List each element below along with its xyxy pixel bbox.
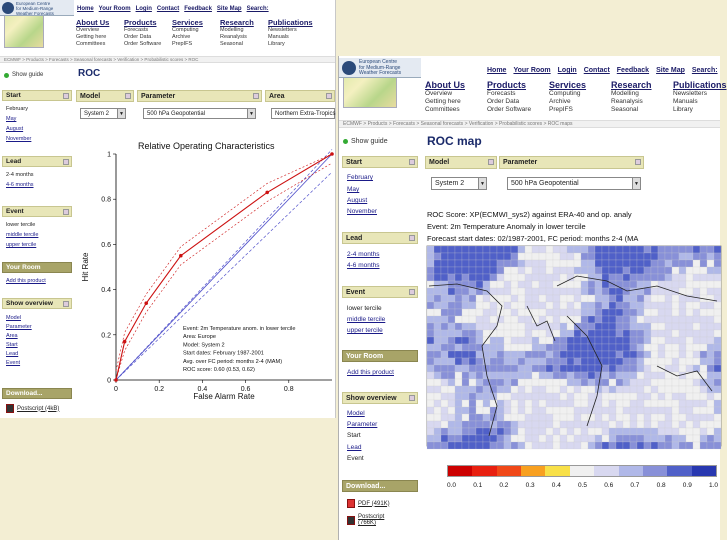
main-menu	[425, 80, 727, 114]
overview-item[interactable]: Start	[347, 432, 361, 439]
start-option[interactable]: August	[6, 126, 24, 132]
start-header	[342, 156, 418, 168]
download-header: Download...	[2, 388, 72, 399]
lead-label: Lead	[346, 235, 363, 242]
file-icon	[347, 516, 355, 525]
menu-item[interactable]: Order Software	[124, 41, 162, 47]
nav-your-room[interactable]: Your Room	[98, 6, 131, 12]
ecmwf-logo[interactable]	[339, 58, 421, 78]
menu-item[interactable]: Archive	[172, 34, 191, 40]
event-option[interactable]: upper tercile	[6, 242, 37, 248]
expand-icon[interactable]	[63, 159, 69, 165]
nav-contact[interactable]: Contact	[156, 6, 180, 12]
x-tick-label: 0.6	[240, 386, 251, 393]
expand-icon[interactable]	[409, 395, 415, 401]
area-label: Area	[269, 93, 285, 100]
menu-products	[124, 18, 172, 48]
event-label: Event	[6, 208, 24, 215]
nav-site-map[interactable]: Site Map	[656, 67, 685, 74]
event-option[interactable]: middle tercile	[347, 316, 386, 323]
menu-item[interactable]: Seasonal	[611, 106, 639, 113]
colorbar-swatch	[545, 466, 569, 476]
menu-research	[611, 80, 673, 114]
lead-option[interactable]: 2-4 months	[347, 251, 380, 258]
parameter-dropdown[interactable]	[507, 177, 641, 190]
map-title-line: Event: 2m Temperature Anomaly in lower tercile	[427, 222, 586, 231]
menu-about-us	[76, 18, 124, 48]
menu-item[interactable]: Order Data	[124, 34, 152, 40]
guide-icon	[343, 139, 348, 144]
event-header	[342, 286, 418, 298]
y-tick-label: 0.4	[101, 287, 111, 295]
nav-feedback[interactable]: Feedback	[616, 67, 650, 74]
lead-header	[2, 156, 72, 167]
model-label: Model	[429, 159, 450, 166]
menu-heading[interactable]: Publications	[268, 18, 313, 27]
parameter-label: Parameter	[503, 159, 538, 166]
model-dropdown[interactable]	[80, 108, 126, 119]
nav-search[interactable]: Search:	[246, 6, 269, 12]
download-label: PDF (491K)	[358, 500, 390, 507]
expand-icon[interactable]	[63, 301, 69, 307]
colorbar	[447, 465, 717, 477]
y-tick-label: 1	[107, 151, 111, 159]
colorbar-tick-label: 0.1	[473, 482, 483, 489]
top-nav	[77, 6, 269, 12]
start-header	[2, 90, 72, 101]
menu-products	[487, 80, 549, 114]
nav-site-map[interactable]: Site Map	[216, 6, 242, 12]
legend-line: Area: Europe	[183, 334, 216, 341]
start-option[interactable]: November	[6, 136, 32, 142]
menu-item[interactable]: Committees	[425, 106, 460, 113]
menu-item[interactable]: Newsletters	[673, 90, 707, 97]
roc-point	[123, 340, 127, 344]
parameter-selector-header	[499, 156, 644, 169]
roc-point	[330, 152, 334, 156]
menu-item[interactable]: Modelling	[611, 90, 639, 97]
colorbar-swatch	[472, 466, 496, 476]
colorbar-tick-label: 0.5	[578, 482, 588, 489]
add-product-link[interactable]: Add this product	[347, 369, 394, 376]
y-tick-label: 0.8	[101, 196, 111, 204]
add-product-link[interactable]: Add this product	[6, 278, 46, 284]
menu-item[interactable]: Order Data	[487, 98, 520, 105]
expand-icon[interactable]	[63, 209, 69, 215]
model-selector-header	[76, 90, 134, 102]
colorbar-tick-label: 0.3	[525, 482, 535, 489]
page-title: ROC	[78, 68, 101, 79]
menu-item[interactable]: Reanalysis	[611, 98, 643, 105]
expand-icon[interactable]	[635, 159, 641, 165]
lead-label: Lead	[6, 158, 22, 165]
breadcrumb[interactable]: ECMWF > Products > Forecasts > Seasonal forecasts > Verification > Probabilistic scores > ROC maps	[339, 120, 720, 128]
colorbar-swatch	[570, 466, 594, 476]
colorbar-tick-label: 0.6	[604, 482, 614, 489]
menu-item[interactable]: Manuals	[268, 34, 289, 40]
your-room-header: Your Room	[2, 262, 72, 273]
event-option[interactable]: lower tercile	[347, 305, 382, 312]
start-option[interactable]: May	[347, 186, 360, 193]
chart-title: Relative Operating Characteristics	[138, 141, 275, 151]
expand-icon[interactable]	[63, 93, 69, 99]
model-value: System 2	[435, 180, 465, 187]
x-tick-label: 0.8	[283, 386, 294, 393]
y-tick-label: 0	[107, 377, 111, 385]
menu-item[interactable]: Forecasts	[124, 27, 149, 33]
chevron-down-icon: ▼	[117, 109, 125, 118]
menu-item[interactable]: Computing	[172, 27, 199, 33]
nav-login[interactable]: Login	[557, 67, 577, 74]
legend-line: Start dates: February 1987-2001	[183, 350, 264, 357]
map-title-line: ROC Score: XP(ECMWI_sys2) against ERA-40 and op. analy	[427, 210, 632, 219]
colorbar-tick-label: 0.4	[551, 482, 561, 489]
menu-item[interactable]: Getting here	[76, 34, 107, 40]
nav-home[interactable]: Home	[487, 67, 507, 74]
roc-point	[179, 254, 183, 258]
roc-chart	[76, 150, 338, 416]
nav-feedback[interactable]: Feedback	[184, 6, 212, 12]
menu-item[interactable]: Committees	[76, 41, 106, 47]
menu-heading[interactable]: About Us	[76, 18, 110, 27]
start-label: Start	[346, 159, 362, 166]
chevron-down-icon: ▼	[632, 178, 640, 189]
menu-item[interactable]: Newsletters	[268, 27, 297, 33]
org-name-line: Weather Forecasts	[359, 70, 402, 76]
x-tick-label: 0	[114, 386, 118, 393]
expand-icon[interactable]	[326, 93, 332, 99]
model-selector-header	[425, 156, 497, 169]
show-overview-header	[342, 392, 418, 404]
model-label: Model	[80, 93, 101, 100]
overview-item[interactable]: Parameter	[347, 421, 378, 428]
menu-item[interactable]: Seasonal	[220, 41, 243, 47]
overview-item[interactable]: Parameter	[6, 324, 32, 330]
lead-option[interactable]: 4-6 months	[347, 262, 380, 269]
colorbar-swatch	[497, 466, 521, 476]
overview-item[interactable]: Start	[6, 342, 18, 348]
roc-map-window	[338, 56, 727, 540]
show-overview-header	[2, 298, 72, 309]
parameter-value: 500 hPa Geopotential	[511, 180, 579, 187]
legend-line: Avg. over FC period: months 2-4 (MAM)	[183, 358, 283, 365]
menu-item[interactable]: PrepIFS	[549, 106, 573, 113]
show-guide-label: Show guide	[12, 72, 44, 78]
chevron-down-icon: ▼	[478, 178, 486, 189]
start-option[interactable]: November	[347, 208, 377, 215]
colorbar-tick-label: 0.9	[682, 482, 692, 489]
guide-icon	[4, 73, 9, 78]
map-grid-cells	[427, 246, 721, 449]
colorbar-swatch	[643, 466, 667, 476]
overview-item[interactable]: Model	[347, 410, 365, 417]
x-tick-label: 0.4	[197, 386, 208, 393]
ecmwf-logo-icon	[342, 61, 356, 75]
menu-services	[549, 80, 611, 114]
menu-services	[172, 18, 220, 48]
menu-item[interactable]: Reanalysis	[220, 34, 247, 40]
chevron-down-icon: ▼	[247, 109, 255, 118]
nav-search[interactable]: Search:	[691, 67, 718, 74]
lead-header	[342, 232, 418, 244]
menu-research	[220, 18, 268, 48]
file-icon	[6, 404, 14, 413]
menu-item[interactable]: Overview	[76, 27, 99, 33]
expand-icon[interactable]	[409, 159, 415, 165]
model-dropdown[interactable]	[431, 177, 487, 190]
y-tick-label: 0.6	[101, 241, 111, 249]
area-dropdown[interactable]	[271, 108, 335, 119]
colorbar-swatch	[619, 466, 643, 476]
event-option[interactable]: lower tercile	[6, 222, 36, 228]
model-value: System 2	[84, 111, 110, 117]
area-selector-header	[265, 90, 335, 102]
legend-line: Model: System 2	[183, 342, 225, 349]
legend-line: ROC score: 0.60 (0.53, 0.62)	[183, 367, 255, 373]
y-axis-label: Hit Rate	[81, 252, 90, 282]
breadcrumb[interactable]: ECMWF > Products > Forecasts > Seasonal forecasts > Verification > Probabilistic scores > ROC	[0, 56, 335, 63]
parameter-dropdown[interactable]	[143, 108, 256, 119]
overview-item[interactable]: Event	[347, 455, 364, 462]
colorbar-tick-label: 1.0	[709, 482, 719, 489]
parameter-label: Parameter	[141, 93, 176, 100]
overview-item[interactable]: Area	[6, 333, 18, 339]
nav-login[interactable]: Login	[135, 6, 152, 12]
event-header	[2, 206, 72, 217]
menu-heading[interactable]: Products	[487, 80, 527, 90]
your-room-header: Your Room	[342, 350, 418, 362]
menu-heading[interactable]: Research	[611, 80, 652, 90]
show-overview-label: Show overview	[346, 395, 397, 402]
parameter-value: 500 hPa Geopotential	[147, 111, 206, 117]
parameter-selector-header	[137, 90, 262, 102]
legend-line: Event: 2m Temperature anom. in lower tercile	[183, 326, 296, 332]
x-axis-label: False Alarm Rate	[193, 392, 255, 401]
menu-item[interactable]: Manuals	[673, 98, 698, 105]
download-label: Postscript (766K)	[358, 514, 385, 526]
colorbar-swatch	[667, 466, 691, 476]
download-pdf[interactable]	[347, 499, 390, 508]
start-option[interactable]: February	[347, 174, 374, 181]
menu-heading[interactable]: Research	[220, 18, 254, 27]
nav-contact[interactable]: Contact	[583, 67, 610, 74]
org-name-line: for Medium-Range	[359, 64, 401, 71]
start-option[interactable]: August	[347, 197, 368, 204]
expand-icon[interactable]	[409, 289, 415, 295]
expand-icon[interactable]	[125, 93, 131, 99]
menu-heading[interactable]: Publications	[673, 80, 727, 90]
roc-curve-window	[0, 0, 336, 418]
colorbar-tick-label: 0.2	[499, 482, 509, 489]
ecmwf-logo[interactable]	[0, 0, 74, 16]
menu-item[interactable]: Modelling	[220, 27, 244, 33]
x-tick-label: 0.2	[154, 386, 165, 393]
expand-icon[interactable]	[409, 235, 415, 241]
org-name-line: Weather Forecasts	[16, 11, 54, 16]
menu-heading[interactable]: Services	[172, 18, 203, 27]
nav-your-room[interactable]: Your Room	[513, 67, 551, 74]
colorbar-tick-label: 0.7	[630, 482, 640, 489]
colorbar-swatch	[692, 466, 716, 476]
show-guide-label: Show guide	[351, 138, 388, 145]
menu-heading[interactable]: Services	[549, 80, 587, 90]
overview-item[interactable]: Event	[6, 360, 21, 366]
nav-home[interactable]: Home	[77, 6, 94, 12]
menu-about-us	[425, 80, 487, 114]
org-name-line: European Centre	[16, 1, 51, 6]
ecmwf-logo-icon	[2, 2, 14, 14]
menu-heading[interactable]: Products	[124, 18, 157, 27]
menu-publications	[268, 18, 313, 48]
start-option[interactable]: February	[6, 106, 29, 112]
menu-item[interactable]: Forecasts	[487, 90, 516, 97]
menu-item[interactable]: Getting here	[425, 98, 461, 105]
colorbar-swatch	[448, 466, 472, 476]
menu-item[interactable]: Overview	[425, 90, 453, 97]
roc-point	[265, 191, 269, 195]
roc-point	[114, 378, 118, 382]
colorbar-swatch	[521, 466, 545, 476]
org-name-line: for Medium-Range	[16, 6, 54, 11]
overview-item[interactable]: Lead	[6, 351, 19, 357]
colorbar-labels	[447, 482, 717, 492]
pdf-icon	[347, 499, 355, 508]
download-label: Postscript (4kB)	[17, 405, 60, 412]
expand-icon[interactable]	[488, 159, 494, 165]
show-guide-link[interactable]	[4, 72, 43, 78]
menu-item[interactable]: Order Software	[487, 106, 532, 113]
show-overview-label: Show overview	[6, 300, 53, 307]
menu-item[interactable]: Computing	[549, 90, 581, 97]
menu-heading[interactable]: About Us	[425, 80, 465, 90]
download-postscript[interactable]	[347, 514, 398, 526]
map-title-line: Forecast start dates: 02/1987-2001, FC period: months 2-4 (MA	[427, 234, 639, 243]
roc-score-map	[427, 246, 721, 446]
overview-item[interactable]: Lead	[347, 444, 362, 451]
download-header: Download...	[342, 480, 418, 492]
menu-item[interactable]: Library	[673, 106, 693, 113]
event-option[interactable]: upper tercile	[347, 327, 383, 334]
roc-point	[144, 301, 148, 305]
lead-option[interactable]: 4-6 months	[6, 182, 34, 188]
page-title: ROC map	[427, 134, 482, 148]
start-label: Start	[6, 92, 21, 99]
event-label: Event	[346, 289, 366, 296]
event-option[interactable]: middle tercile	[6, 232, 39, 238]
org-name-line: European Centre	[359, 59, 398, 65]
colorbar-tick-label: 0.0	[447, 482, 457, 489]
download-postscript[interactable]	[6, 404, 59, 413]
lead-option[interactable]: 2-4 months	[6, 172, 34, 178]
overview-item[interactable]: Model	[6, 315, 21, 321]
colorbar-tick-label: 0.8	[656, 482, 666, 489]
expand-icon[interactable]	[253, 93, 259, 99]
menu-item[interactable]: PrepIFS	[172, 41, 193, 47]
show-guide-link[interactable]	[343, 138, 388, 145]
top-nav	[487, 67, 718, 74]
area-value: Northern Extra-Tropics	[275, 111, 336, 117]
main-menu	[76, 18, 313, 48]
menu-item[interactable]: Archive	[549, 98, 571, 105]
menu-item[interactable]: Library	[268, 41, 285, 47]
start-option[interactable]: May	[6, 116, 17, 122]
menu-publications	[673, 80, 727, 114]
colorbar-swatch	[594, 466, 618, 476]
y-tick-label: 0.2	[101, 332, 111, 340]
